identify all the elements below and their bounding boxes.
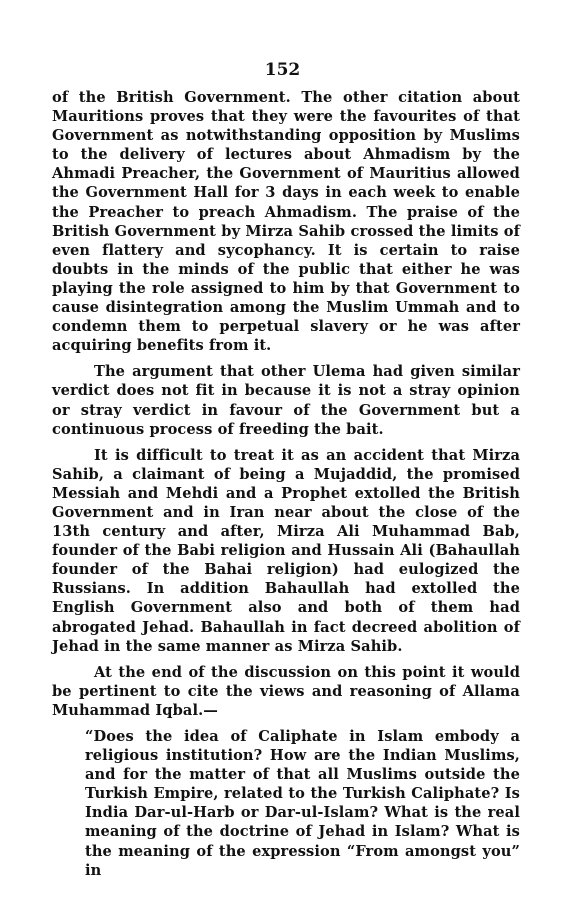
body-text (52, 88, 520, 880)
block-quote: “Does the idea of Caliphate in Islam embody a religious institution? How are the Indian Muslims, and for the matter of that all Muslims outside the Turkish Empire, related to the Turkish Caliphate? Is India Dar-ul-Harb or Dar-ul-Islam? What is the real meaning of the doctrine of Jehad in Islam? What is the meaning of the expression “From amongst you” in (85, 728, 520, 879)
paragraph-1: of the British Government. The other citation about Mauritions proves that they were the favourites of that Government as notwithstanding opposition by Muslims to the delivery of lectures about Ahmadism by the Ahmadi Preacher, the Government of Mauritius allowed the Government Hall for 3 days in each week to enable the Preacher to preach Ahmadism. The praise of the British Government by Mirza Sahib crossed the limits of even flattery and sycophancy. It is certain to raise doubts in the minds of the public that either he was playing the role assigned to him by that Government to cause disintegration among the Muslim Ummah and to condemn them to perpetual slavery or he was after acquiring benefits from it. (52, 89, 520, 355)
page-number: 152 (264, 60, 301, 80)
paragraph-4: At the end of the discussion on this point it would be pertinent to cite the views and reasoning of Allama Muhammad Iqbal.— (52, 663, 520, 719)
paragraph-3: It is difficult to treat it as an accident that Mirza Sahib, a claimant of being a Mujaddid, the promised Messiah and Mehdi and a Prophet extolled the British Government and in Iran near about the close of the 13th century and after, Mirza Ali Muhammad Bab, founder of the Babi religion and Hussain Ali (Bahaullah founder of the Bahai religion) had eulogized the Russians. In addition Bahaullah had extolled the English Government also and both of them had abrogated Jehad. Bahaullah in fact decreed abolition of Jehad in the same manner as Mirza Sahib. (52, 446, 520, 655)
paragraph-2: The argument that other Ulema had given similar verdict does not fit in because it is not a stray opinion or stray verdict in favour of the Government but a continuous process of freeding the bait. (52, 363, 520, 438)
